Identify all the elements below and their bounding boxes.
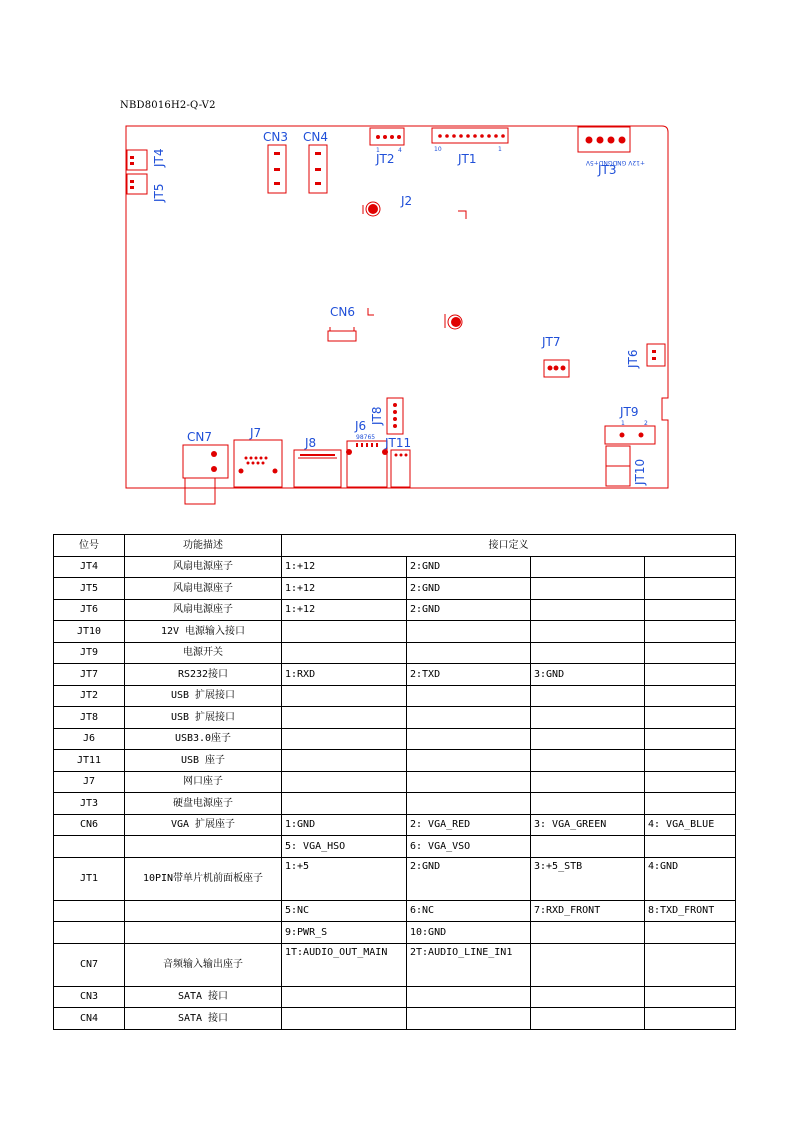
cell-pin-definition [407, 750, 531, 772]
cell-function: SATA 接口 [125, 986, 282, 1008]
cell-pin-definition [645, 750, 736, 772]
cell-pin-definition [645, 664, 736, 686]
cn7-connector [183, 445, 228, 478]
table-row [54, 793, 736, 815]
cell-function: VGA 扩展座子 [125, 814, 282, 836]
jt4-label: JT4 [152, 148, 166, 167]
cell-position: JT4 [54, 556, 125, 578]
table-row [54, 836, 736, 858]
cell-pin-definition [282, 793, 407, 815]
header-interface: 接口定义 [282, 535, 736, 557]
j7-label: J7 [250, 426, 262, 440]
table-row [54, 900, 736, 922]
cell-pin-definition [531, 621, 645, 643]
header-function: 功能描述 [125, 535, 282, 557]
cell-pin-definition [531, 578, 645, 600]
jt6-connector [647, 344, 665, 366]
table-row [54, 621, 736, 643]
cell-function [125, 900, 282, 922]
cell-function: 电源开关 [125, 642, 282, 664]
cell-pin-definition [282, 707, 407, 729]
jt10-label: JT10 [633, 458, 647, 485]
cell-function [125, 922, 282, 944]
cell-pin-definition [282, 986, 407, 1008]
cell-pin-definition [531, 685, 645, 707]
cn6-label: CN6 [330, 305, 355, 319]
cell-pin-definition: 1:+12 [282, 599, 407, 621]
header-position: 位号 [54, 535, 125, 557]
interface-spec-table [53, 534, 736, 1030]
cell-pin-definition [531, 642, 645, 664]
cell-pin-definition: 4: VGA_BLUE [645, 814, 736, 836]
jt5-connector [127, 174, 147, 194]
cell-pin-definition [645, 1008, 736, 1030]
cell-pin-definition: 2:GND [407, 556, 531, 578]
cell-position: J7 [54, 771, 125, 793]
cell-pin-definition [407, 642, 531, 664]
cell-pin-definition [407, 728, 531, 750]
cell-pin-definition [531, 771, 645, 793]
cell-pin-definition: 3:GND [531, 664, 645, 686]
cell-position: JT11 [54, 750, 125, 772]
cell-function: USB 扩展接口 [125, 685, 282, 707]
cell-pin-definition: 2:GND [407, 599, 531, 621]
cell-pin-definition [407, 1008, 531, 1030]
cell-function: 12V 电源输入接口 [125, 621, 282, 643]
cell-pin-definition [531, 1008, 645, 1030]
jt9-label: JT9 [620, 405, 639, 419]
cell-pin-definition [531, 943, 645, 986]
cell-position: JT10 [54, 621, 125, 643]
cell-function: SATA 接口 [125, 1008, 282, 1030]
cell-pin-definition: 5:NC [282, 900, 407, 922]
cell-position: CN4 [54, 1008, 125, 1030]
cell-pin-definition [531, 986, 645, 1008]
cell-pin-definition [407, 621, 531, 643]
table-row [54, 685, 736, 707]
cell-position: J6 [54, 728, 125, 750]
svg-text:10: 10 [434, 146, 442, 153]
cell-pin-definition [645, 771, 736, 793]
cell-pin-definition [282, 685, 407, 707]
cell-position: CN7 [54, 943, 125, 986]
jt3-pin-labels: +12V GNDGND+5V [585, 159, 645, 166]
cell-pin-definition [407, 685, 531, 707]
cell-pin-definition [531, 556, 645, 578]
table-row [54, 986, 736, 1008]
jt11-label: JT11 [385, 436, 412, 450]
document-title: NBD8016H2-Q-V2 [120, 100, 216, 111]
cell-pin-definition [645, 986, 736, 1008]
cell-function: 音频输入输出座子 [125, 943, 282, 986]
cell-pin-definition [645, 621, 736, 643]
cell-position: JT5 [54, 578, 125, 600]
cell-pin-definition [531, 599, 645, 621]
cell-pin-definition [407, 707, 531, 729]
cell-pin-definition [282, 1008, 407, 1030]
cell-pin-definition [282, 621, 407, 643]
cell-pin-definition [645, 943, 736, 986]
cell-pin-definition [531, 750, 645, 772]
j6-connector [347, 441, 387, 487]
jt5-label: JT5 [152, 183, 166, 202]
cell-pin-definition [531, 707, 645, 729]
cell-pin-definition: 1:+12 [282, 556, 407, 578]
cell-pin-definition: 3: VGA_GREEN [531, 814, 645, 836]
cell-pin-definition [645, 728, 736, 750]
svg-text:1: 1 [621, 420, 625, 427]
svg-text:1: 1 [376, 147, 380, 154]
cell-pin-definition [645, 922, 736, 944]
cell-pin-definition [407, 793, 531, 815]
cell-function: RS232接口 [125, 664, 282, 686]
cell-position: JT8 [54, 707, 125, 729]
cell-function [125, 836, 282, 858]
cell-position: JT7 [54, 664, 125, 686]
cell-function: 10PIN带单片机前面板座子 [125, 857, 282, 900]
cell-position: JT3 [54, 793, 125, 815]
cell-pin-definition [407, 986, 531, 1008]
cell-pin-definition: 2:GND [407, 578, 531, 600]
table-row [54, 707, 736, 729]
cell-pin-definition [282, 642, 407, 664]
cell-pin-definition [531, 836, 645, 858]
cell-position: JT6 [54, 599, 125, 621]
cell-position: JT9 [54, 642, 125, 664]
table-row [54, 664, 736, 686]
cell-pin-definition [645, 685, 736, 707]
cell-function: USB 扩展接口 [125, 707, 282, 729]
cell-function: USB3.0座子 [125, 728, 282, 750]
cell-pin-definition: 1T:AUDIO_OUT_MAIN [282, 943, 407, 986]
cell-pin-definition: 4:GND [645, 857, 736, 900]
table-row [54, 728, 736, 750]
cell-position [54, 900, 125, 922]
table-row [54, 599, 736, 621]
j6-pin-labels: 98765 [356, 434, 376, 441]
cn7-label: CN7 [187, 430, 212, 444]
cell-pin-definition [645, 707, 736, 729]
cell-pin-definition [531, 793, 645, 815]
table-row [54, 578, 736, 600]
cell-function: USB 座子 [125, 750, 282, 772]
cell-function: 风扇电源座子 [125, 599, 282, 621]
cell-position [54, 922, 125, 944]
cell-pin-definition [645, 793, 736, 815]
cell-pin-definition: 1:+12 [282, 578, 407, 600]
cn6-connector [328, 331, 356, 341]
cell-pin-definition [407, 771, 531, 793]
cell-position [54, 836, 125, 858]
cell-function: 风扇电源座子 [125, 556, 282, 578]
cell-pin-definition: 5: VGA_HSO [282, 836, 407, 858]
cell-position: JT1 [54, 857, 125, 900]
cell-pin-definition [645, 642, 736, 664]
cell-position: CN6 [54, 814, 125, 836]
cell-pin-definition [282, 750, 407, 772]
table-row [54, 1008, 736, 1030]
cell-pin-definition [531, 728, 645, 750]
jt4-connector [127, 150, 147, 170]
table-row [54, 750, 736, 772]
jt1-label: JT1 [458, 152, 477, 166]
cn4-label: CN4 [303, 130, 328, 144]
svg-text:4: 4 [398, 147, 402, 154]
jt3-label: JT3 [598, 163, 617, 177]
cell-pin-definition: 2T:AUDIO_LINE_IN1 [407, 943, 531, 986]
cell-pin-definition: 9:PWR_S [282, 922, 407, 944]
cell-pin-definition: 2:TXD [407, 664, 531, 686]
svg-text:2: 2 [644, 420, 648, 427]
cell-pin-definition: 1:RXD [282, 664, 407, 686]
cell-function: 网口座子 [125, 771, 282, 793]
cn3-label: CN3 [263, 130, 288, 144]
cell-pin-definition: 1:+5 [282, 857, 407, 900]
j6-label: J6 [355, 419, 367, 433]
cell-pin-definition: 10:GND [407, 922, 531, 944]
table-row [54, 814, 736, 836]
jt2-label: JT2 [376, 152, 395, 166]
cell-pin-definition: 1:GND [282, 814, 407, 836]
cell-position: JT2 [54, 685, 125, 707]
table-header-row [54, 535, 736, 557]
table-row [54, 922, 736, 944]
table-row [54, 771, 736, 793]
table-row [54, 642, 736, 664]
cell-position: CN3 [54, 986, 125, 1008]
cell-pin-definition: 2: VGA_RED [407, 814, 531, 836]
table-row [54, 857, 736, 900]
cell-pin-definition [645, 836, 736, 858]
jt6-label: JT6 [626, 349, 640, 368]
cell-pin-definition: 3:+5_STB [531, 857, 645, 900]
cell-pin-definition: 8:TXD_FRONT [645, 900, 736, 922]
jt8-label: JT8 [370, 406, 384, 425]
cell-function: 硬盘电源座子 [125, 793, 282, 815]
cell-pin-definition: 6:NC [407, 900, 531, 922]
cell-pin-definition [645, 556, 736, 578]
j2-label: J2 [401, 194, 413, 208]
cell-function: 风扇电源座子 [125, 578, 282, 600]
table-row [54, 556, 736, 578]
cell-pin-definition: 7:RXD_FRONT [531, 900, 645, 922]
cell-pin-definition [282, 728, 407, 750]
table-row [54, 943, 736, 986]
cell-pin-definition: 6: VGA_VSO [407, 836, 531, 858]
cell-pin-definition [645, 599, 736, 621]
jt9-connector [605, 426, 655, 444]
board-diagram [0, 0, 793, 530]
cell-pin-definition [531, 922, 645, 944]
j8-label: J8 [305, 436, 317, 450]
svg-text:1: 1 [498, 146, 502, 153]
cell-pin-definition [282, 771, 407, 793]
cell-pin-definition [645, 578, 736, 600]
jt7-label: JT7 [542, 335, 561, 349]
cell-pin-definition: 2:GND [407, 857, 531, 900]
